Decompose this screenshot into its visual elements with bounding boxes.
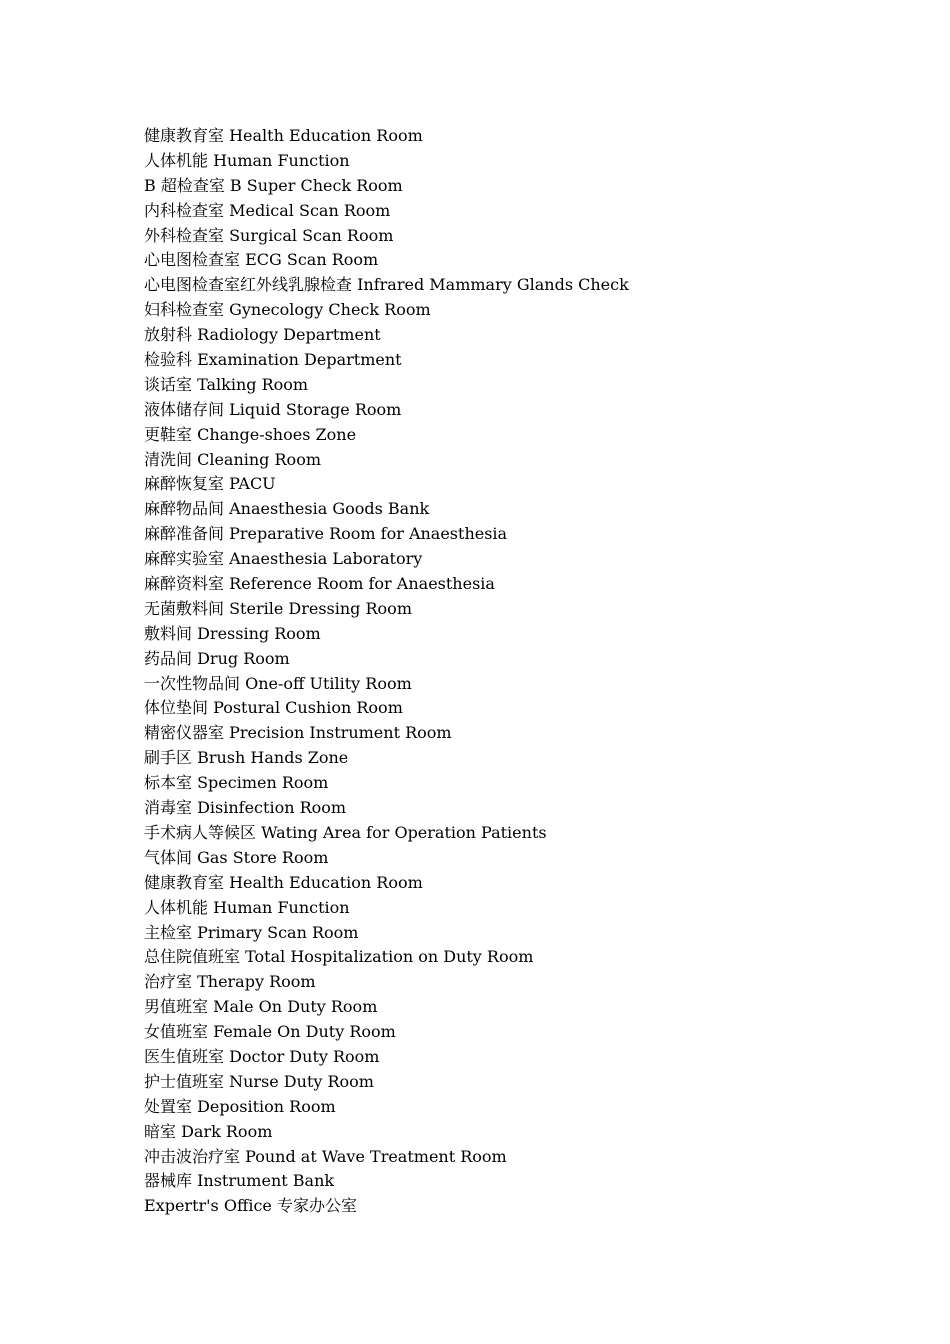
term-line: 冲击波治疗室 Pound at Wave Treatment Room <box>144 1146 507 1166</box>
term-line: 心电图检查室 ECG Scan Room <box>144 250 379 270</box>
term-line: 人体机能 Human Function <box>144 150 350 170</box>
term-line: 男值班室 Male On Duty Room <box>144 997 378 1017</box>
term-line: 手术病人等候区 Wating Area for Operation Patients <box>144 822 547 842</box>
term-line: Expertr's Office 专家办公室 <box>144 1196 357 1216</box>
term-line: 女值班室 Female On Duty Room <box>144 1022 396 1042</box>
term-line: 健康教育室 Health Education Room <box>144 126 423 145</box>
term-line: 刷手区 Brush Hands Zone <box>144 748 349 768</box>
room-term-list <box>144 124 629 1219</box>
term-line: B 超检查室 B Super Check Room <box>144 175 403 195</box>
term-line: 放射科 Radiology Department <box>144 325 381 345</box>
term-line: 清洗间 Cleaning Room <box>144 449 321 469</box>
term-line: 治疗室 Therapy Room <box>144 972 316 992</box>
term-line: 妇科检查室 Gynecology Check Room <box>144 300 431 320</box>
term-line: 气体间 Gas Store Room <box>144 847 329 867</box>
term-line: 更鞋室 Change-shoes Zone <box>144 424 357 444</box>
term-line: 器械库 Instrument Bank <box>144 1171 335 1191</box>
term-line: 护士值班室 Nurse Duty Room <box>144 1071 374 1091</box>
term-line: 标本室 Specimen Room <box>144 773 329 793</box>
term-line: 总住院值班室 Total Hospitalization on Duty Room <box>144 947 534 967</box>
term-line: 药品间 Drug Room <box>144 648 290 668</box>
term-line: 精密仪器室 Precision Instrument Room <box>144 723 452 743</box>
term-line: 暗室 Dark Room <box>144 1121 273 1141</box>
term-line: 麻醉准备间 Preparative Room for Anaesthesia <box>144 524 508 544</box>
term-line: 麻醉物品间 Anaesthesia Goods Bank <box>144 499 430 519</box>
term-line: 人体机能 Human Function <box>144 897 350 917</box>
term-line: 体位垫间 Postural Cushion Room <box>144 698 403 718</box>
term-line: 主检室 Primary Scan Room <box>144 922 359 942</box>
term-line: 谈话室 Talking Room <box>144 374 309 394</box>
term-line: 健康教育室 Health Education Room <box>144 872 423 892</box>
term-line: 无菌敷料间 Sterile Dressing Room <box>144 598 412 618</box>
term-line: 外科检查室 Surgical Scan Room <box>144 225 394 245</box>
term-line: 麻醉实验室 Anaesthesia Laboratory <box>144 549 423 569</box>
term-line: 麻醉恢复室 PACU <box>144 474 276 494</box>
term-line: 敷料间 Dressing Room <box>144 623 321 643</box>
term-line: 麻醉资料室 Reference Room for Anaesthesia <box>144 574 495 594</box>
term-line: 消毒室 Disinfection Room <box>144 798 347 818</box>
term-line: 医生值班室 Doctor Duty Room <box>144 1046 380 1066</box>
term-line: 心电图检查室红外线乳腺检查 Infrared Mammary Glands Check <box>144 275 629 295</box>
term-line: 液体储存间 Liquid Storage Room <box>144 399 402 419</box>
term-line: 内科检查室 Medical Scan Room <box>144 200 391 220</box>
term-line: 检验科 Examination Department <box>144 350 402 370</box>
term-line: 处置室 Deposition Room <box>144 1096 336 1116</box>
term-line: 一次性物品间 One-off Utility Room <box>144 673 412 693</box>
